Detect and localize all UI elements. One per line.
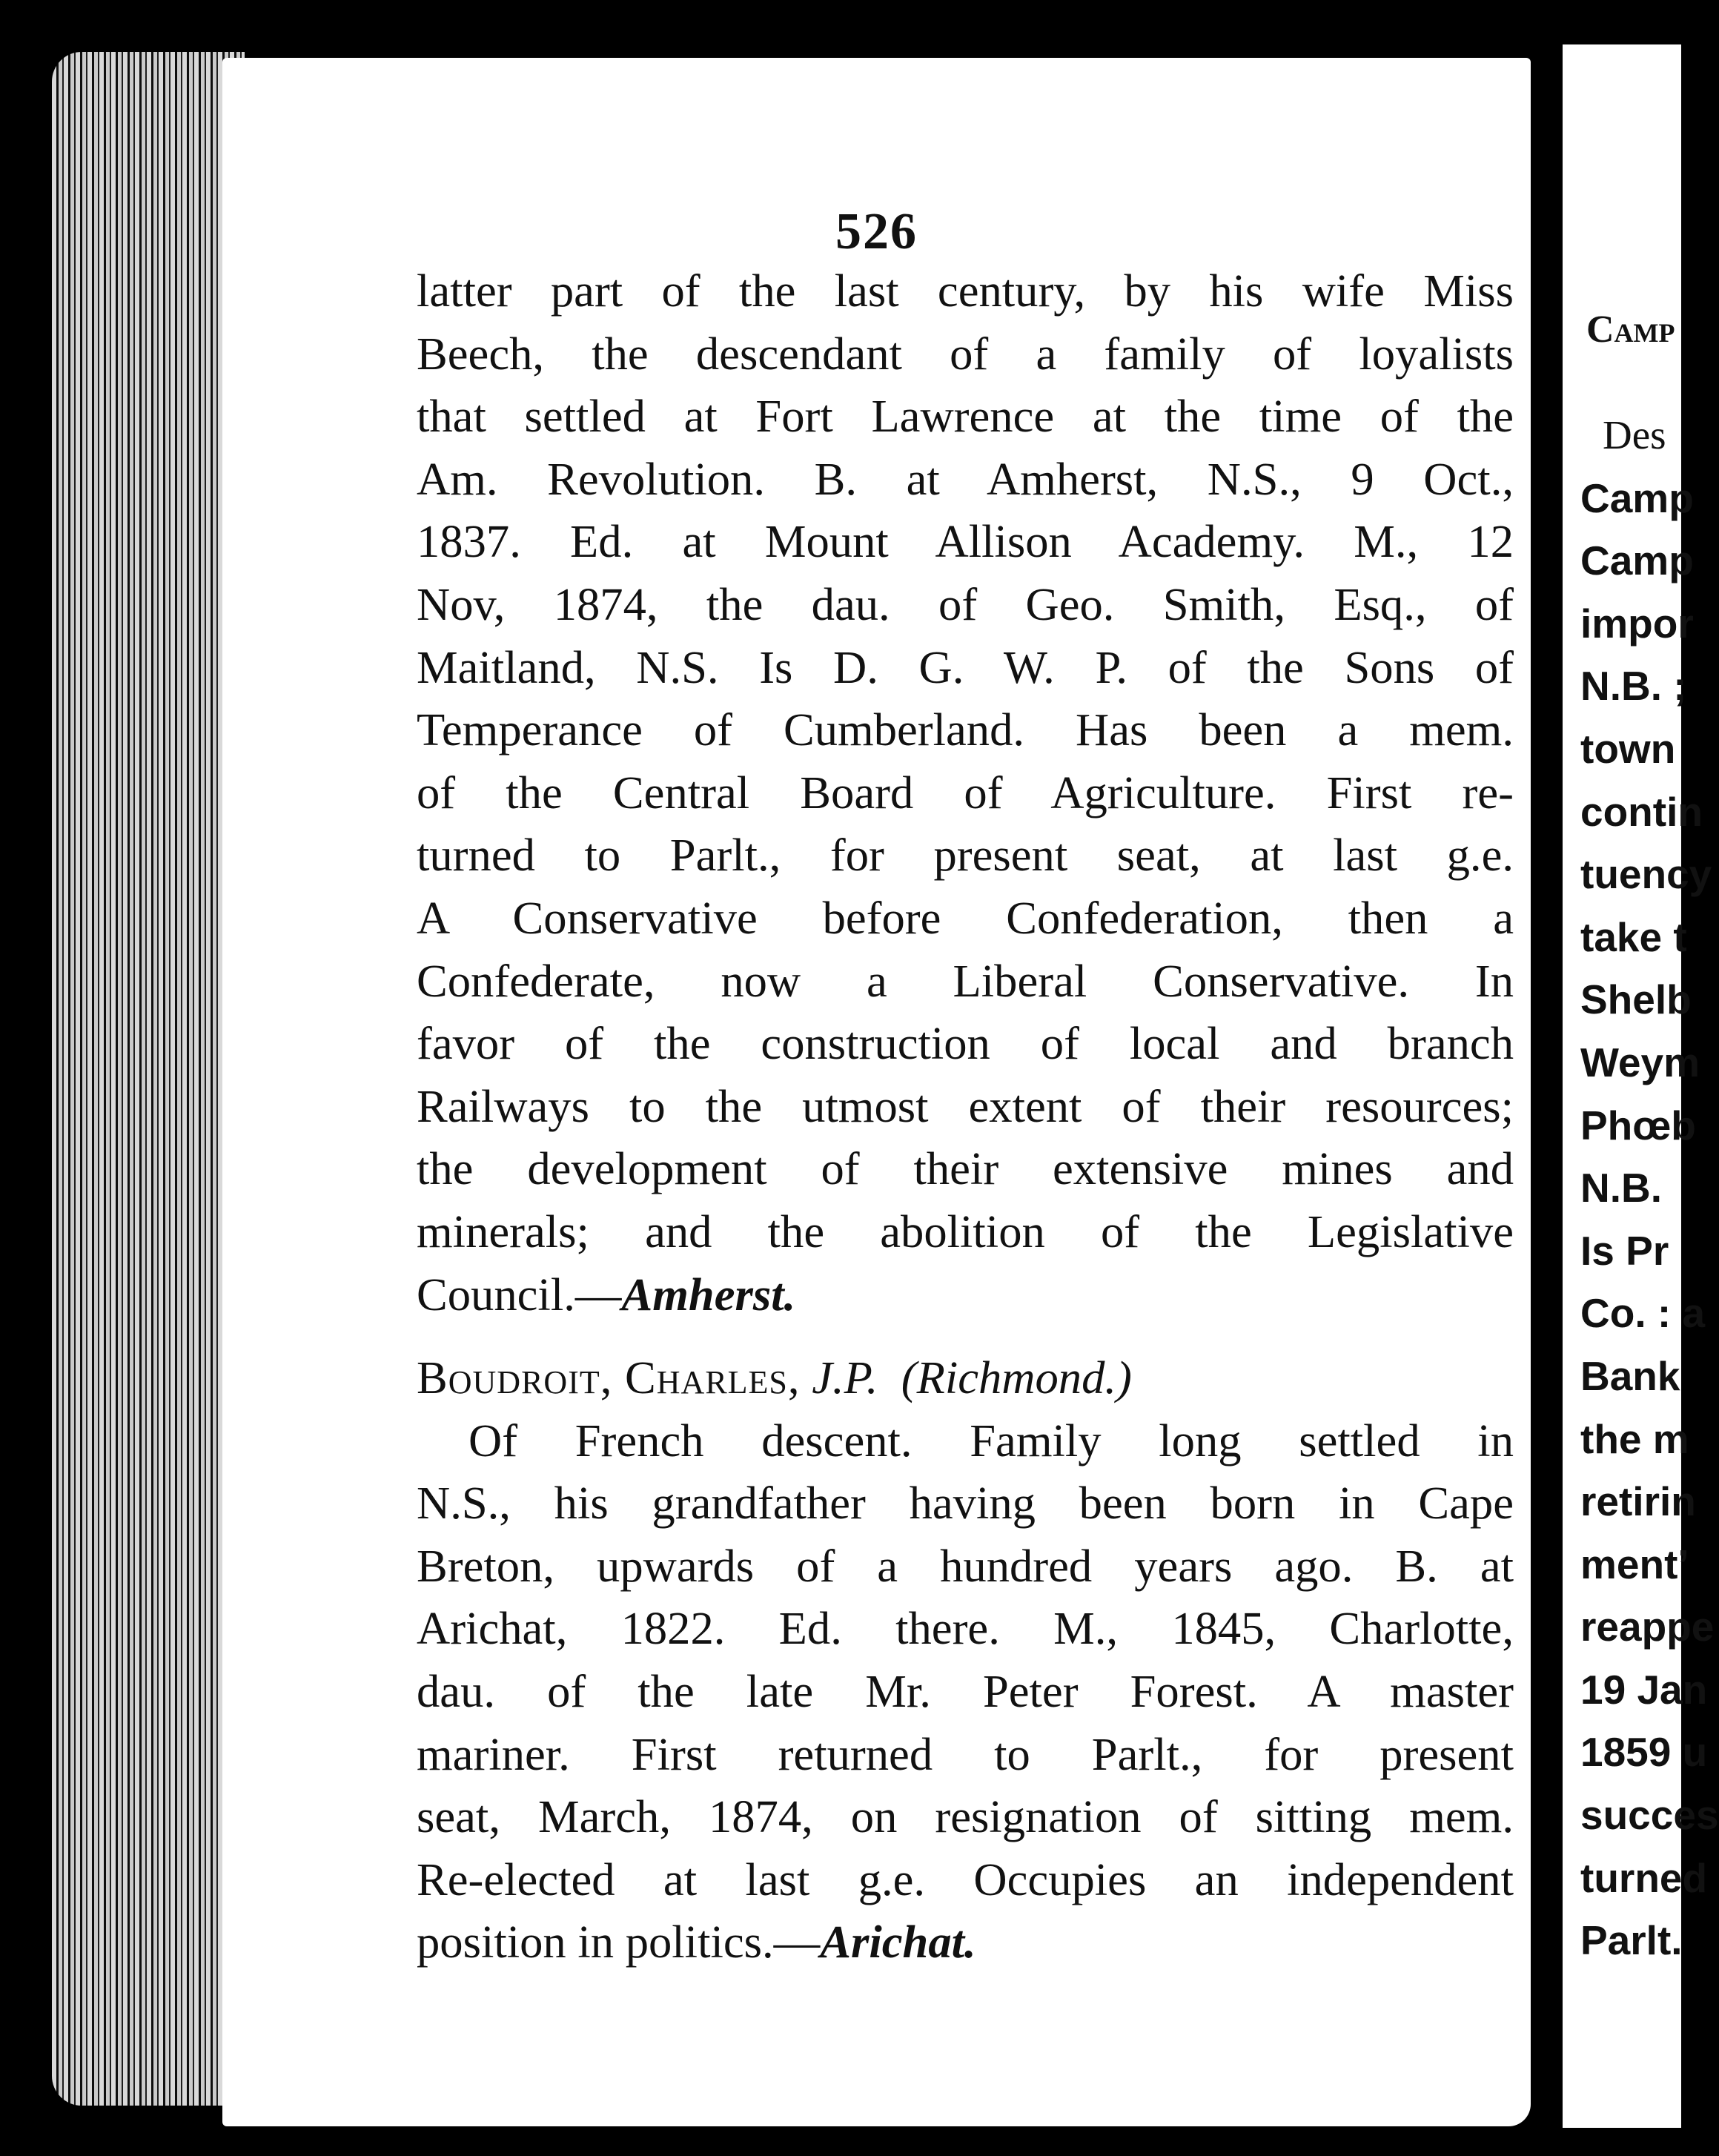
entry-amherst-line: Confederate, now a Liberal Conservative. In (417, 954, 1514, 1007)
page-number: 526 (835, 203, 918, 260)
entry-title: J.P. (812, 1352, 878, 1404)
facing-page-line: Parlt. (1580, 1917, 1683, 1964)
facing-page-line: retirin (1580, 1478, 1696, 1525)
facing-page-line: Camp (1580, 538, 1694, 584)
facing-page-heading: Camp (1586, 308, 1675, 351)
facing-page-line: town (1580, 725, 1676, 772)
page-edges (52, 52, 245, 2106)
facing-page-line: contin (1580, 788, 1703, 835)
entry-name: Boudroit, Charles, (417, 1352, 801, 1404)
entry-boudroit-line: mariner. First returned to Parlt., for present (417, 1727, 1514, 1780)
facing-page-line: take t (1580, 913, 1687, 960)
entry-boudroit-line: N.S., his grandfather having been born in Cape (417, 1477, 1514, 1530)
facing-page-line: Weym (1580, 1039, 1700, 1085)
entry-boudroit (417, 1409, 1514, 1911)
facing-page-text (1580, 404, 1719, 1972)
entry-amherst-line: the development of their extensive mines and (417, 1143, 1514, 1195)
facing-page-line: Bank (1580, 1352, 1680, 1399)
entry-amherst-line: latter part of the last century, by his wife Miss (417, 265, 1514, 317)
facing-page-line: reappe (1580, 1604, 1715, 1650)
entry-riding: (Richmond.) (901, 1352, 1132, 1404)
entry-amherst-line: A Conservative before Confederation, then a (417, 891, 1514, 944)
entry-amherst (417, 259, 1514, 1263)
entry-boudroit-last-text: position in politics.— (417, 1916, 821, 1968)
entry-boudroit-line: seat, March, 1874, on resignation of sitting mem. (417, 1790, 1514, 1843)
entry-amherst-line: 1837. Ed. at Mount Allison Academy. M., 12 (417, 515, 1514, 568)
facing-page-line: Co. : a (1580, 1290, 1706, 1337)
facing-page-line: turned (1580, 1854, 1708, 1901)
entry-boudroit-line: Arichat, 1822. Ed. there. M., 1845, Charlotte, (417, 1602, 1514, 1655)
entry-amherst-line: Nov, 1874, the dau. of Geo. Smith, Esq., of (417, 578, 1514, 630)
entry-boudroit-last-line (417, 1911, 1514, 1974)
entry-heading-boudroit (417, 1346, 1514, 1409)
facing-page-line: ment’ (1580, 1541, 1689, 1587)
entry-amherst-line: minerals; and the abolition of the Legislative (417, 1205, 1514, 1257)
entry-amherst-last-line (417, 1263, 1514, 1326)
facing-page-line: 19 Jan (1580, 1666, 1708, 1713)
facing-page-line: Shelb (1580, 976, 1692, 1023)
entry-amherst-last-text: Council.— (417, 1268, 622, 1320)
facing-page-line: N.B. (1580, 1165, 1662, 1211)
entry-amherst-line: of the Central Board of Agriculture. First re- (417, 766, 1514, 819)
entry-amherst-line: that settled at Fort Lawrence at the time of the (417, 390, 1514, 443)
entry-amherst-line: Maitland, N.S. Is D. G. W. P. of the Sons of (417, 641, 1514, 693)
facing-page-line: succes (1580, 1792, 1719, 1839)
facing-page-line: Is Pr (1580, 1227, 1669, 1274)
entry-boudroit-line: Re-elected at last g.e. Occupies an independent (417, 1853, 1514, 1905)
entry-amherst-line: turned to Parlt., for present seat, at last g.e. (417, 829, 1514, 882)
facing-page-line: tuency (1580, 851, 1712, 898)
facing-page-line: Des (1603, 412, 1666, 457)
entry-amherst-line: Beech, the descendant of a family of loyalists (417, 327, 1514, 380)
entry-boudroit-line: dau. of the late Mr. Peter Forest. A master (417, 1665, 1514, 1718)
entry-boudroit-line: Of French descent. Family long settled in (468, 1414, 1514, 1466)
facing-page-line: Camp (1580, 474, 1694, 521)
entry-amherst-line: Railways to the utmost extent of their resources; (417, 1079, 1514, 1132)
entry-amherst-line: Temperance of Cumberland. Has been a mem. (417, 704, 1514, 756)
facing-page-line: impor (1580, 600, 1694, 647)
facing-page-line: Phœb (1580, 1102, 1696, 1148)
facing-page-line: the m (1580, 1415, 1689, 1462)
entry-amherst-line: favor of the construction of local and branch (417, 1017, 1514, 1070)
entry-amherst-line: Am. Revolution. B. at Amherst, N.S., 9 Oct., (417, 452, 1514, 505)
entry-boudroit-line: Breton, upwards of a hundred years ago. B. at (417, 1539, 1514, 1592)
facing-page-line: 1859 u (1580, 1729, 1708, 1776)
entry-amherst-place: Amherst. (621, 1268, 796, 1320)
facing-page-line: N.B. ; (1580, 663, 1687, 710)
page-text (417, 259, 1514, 1974)
entry-boudroit-place: Arichat. (820, 1916, 976, 1968)
facing-page-sliver (1563, 44, 1719, 2128)
